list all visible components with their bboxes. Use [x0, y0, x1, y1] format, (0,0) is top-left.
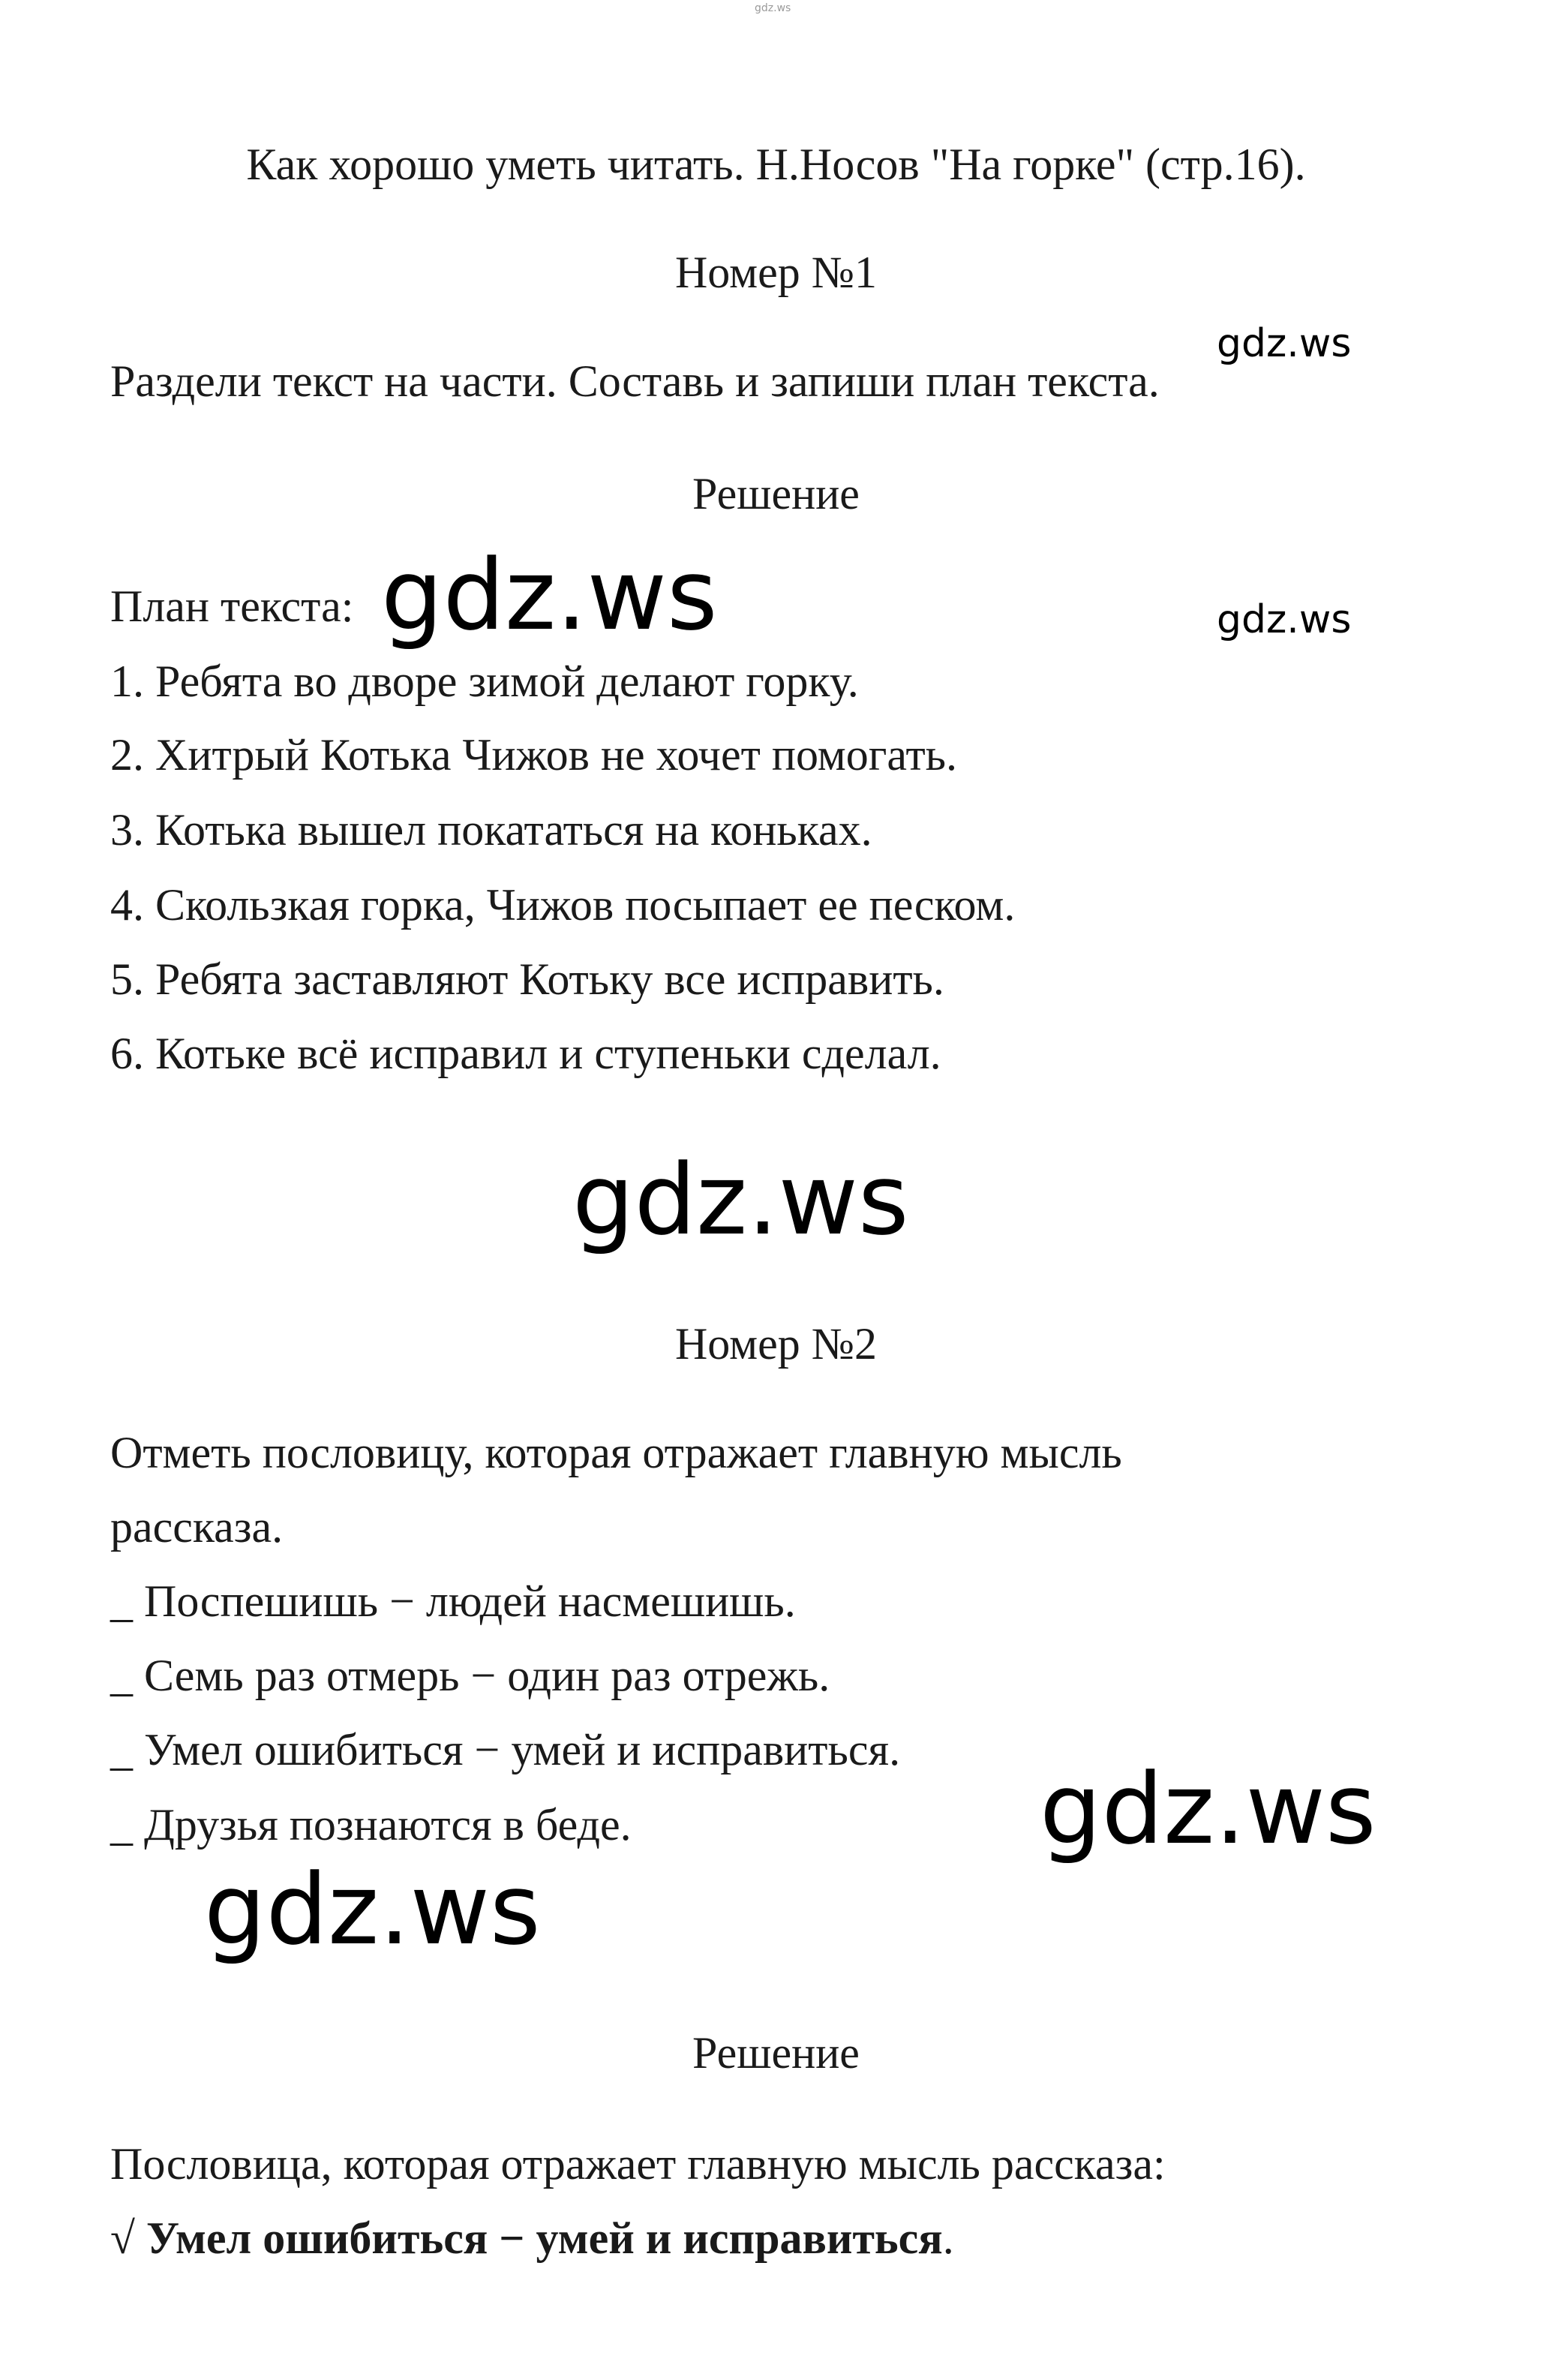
list-item: _ Умел ошибиться − умей и исправиться. — [110, 1725, 901, 1774]
task1-number: Номер №1 — [674, 248, 878, 297]
task2-question-line2: рассказа. — [110, 1502, 284, 1552]
list-item: 3. Котька вышел покататься на коньках. — [110, 805, 872, 855]
checkmark-icon: √ — [110, 2213, 135, 2263]
task1-question: Раздели текст на части. Составь и запиши план текста. — [110, 356, 1160, 406]
list-item: _ Поспешишь − людей насмешишь. — [110, 1576, 796, 1626]
task1-solution-heading: Решение — [692, 469, 860, 518]
task2-solution-heading: Решение — [692, 2028, 860, 2078]
watermark-6: gdz.ws — [204, 1853, 541, 1967]
list-item: _ Семь раз отмерь − один раз отрежь. — [110, 1651, 830, 1700]
list-item: 2. Хитрый Котька Чижов не хочет помогать. — [110, 730, 958, 780]
list-item: 1. Ребята во дворе зимой делают горку. — [110, 657, 859, 706]
watermark-2: gdz.ws — [381, 538, 718, 652]
page-title: Как хорошо уметь читать. Н.Носов "На горке" (стр.16). — [246, 140, 1306, 189]
task2-question-line1: Отметь пословицу, которая отражает главную мысль — [110, 1428, 1122, 1477]
answer-text: Умел ошибиться − умей и исправиться — [146, 2213, 943, 2263]
answer-period: . — [942, 2213, 954, 2263]
watermark-top: gdz.ws — [755, 2, 791, 14]
watermark-5: gdz.ws — [1040, 1752, 1376, 1866]
task2-answer-intro: Пословица, которая отражает главную мысль рассказа: — [110, 2139, 1166, 2189]
task2-number: Номер №2 — [674, 1319, 878, 1369]
list-item: 4. Скользкая горка, Чижов посыпает ее песком. — [110, 880, 1016, 930]
watermark-3: gdz.ws — [1217, 597, 1352, 642]
watermark-4: gdz.ws — [572, 1143, 909, 1257]
list-item: _ Друзья познаются в беде. — [110, 1800, 632, 1850]
list-item: 6. Котьке всё исправил и ступеньки сделал. — [110, 1029, 941, 1078]
watermark-1: gdz.ws — [1217, 321, 1352, 366]
task1-plan-label: План текста: — [110, 581, 354, 631]
list-item: 5. Ребята заставляют Котьку все исправить. — [110, 954, 944, 1004]
task2-answer — [110, 2211, 954, 2265]
